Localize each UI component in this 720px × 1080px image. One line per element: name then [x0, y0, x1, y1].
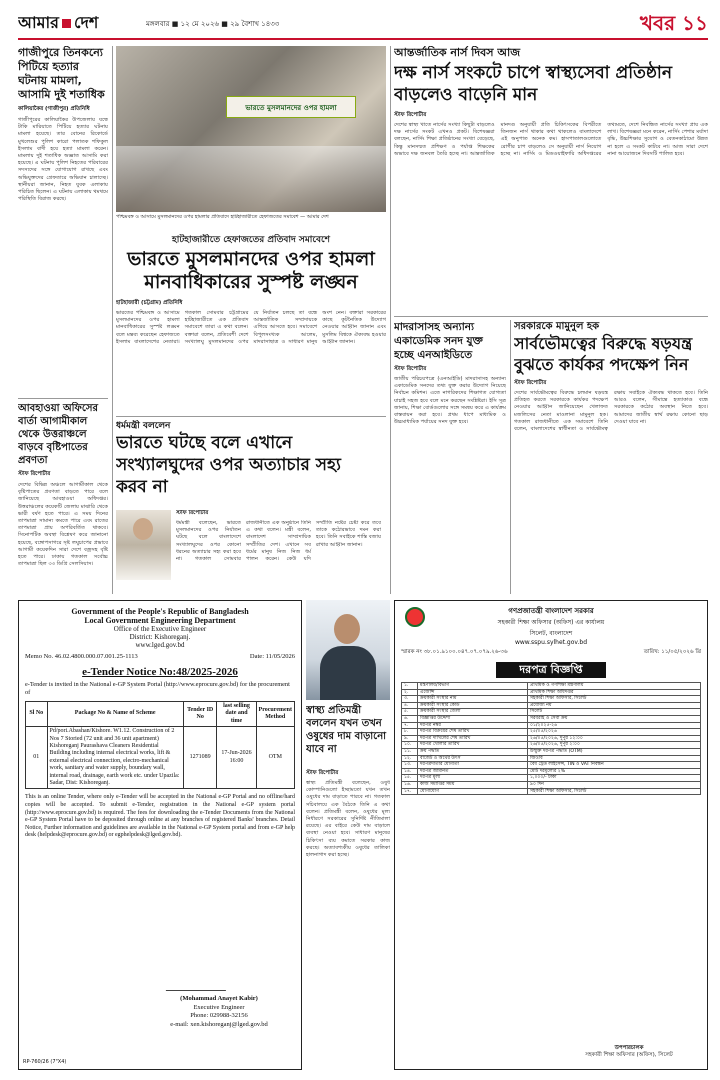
story-hefazat — [116, 234, 386, 424]
govt-emblem-icon — [405, 607, 425, 627]
cell-value: ০১/২০২৫-২৬ — [528, 722, 701, 729]
story-gazipur-body: গাজীপুরের কালিয়াকৈর উপজেলায় যত্নে টাকি মারিয়াতে পিটিয়ে হত্যার ঘটনায় মামলা হয়েছে। তার বোনের রিকোর্ডে মুখলেশুর পুলিশ কারো পলাতক শফিকুল ইসলাম বাদী হয়ে হত্যা মামলা করেন। মামলায় দুই শতাধিক অজ্ঞাত আসামি করা হয়েছে। এ ঘটনায় পুলিশ নিহতের পরিবারের সদস্যদের সঙ্গে যোগাযোগ রাখছে এবং অভিযুক্তদের গ্রেফতারে অভিযান চালাচ্ছে। স্থানীয়রা জানান, নিহত যুবক এলাকায় পরিচিত ছিলেন। এ ঘটনায় এলাকায় থমথমে পরিস্থিতি বিরাজ করছে। — [18, 117, 108, 203]
story-gazipur-headline: গাজীপুরে তিনকন্যে পিটিয়ে হত্যার ঘটনায় মামলা, আসামি দুই শতাধিক — [18, 46, 105, 101]
table-row — [402, 768, 701, 775]
cell-no: ৪. — [402, 702, 418, 709]
cell-no: ১৩. — [402, 762, 418, 769]
tender-bn-web: www.sspu.sylhet.gov.bd — [514, 639, 588, 646]
story-weather-byline: স্টাফ রিপোর্টার — [18, 471, 51, 477]
cell-no: ৬. — [402, 715, 418, 722]
lged-district: District: Kishoreganj. — [129, 633, 191, 641]
story-minority-headline: ভারতে ঘটছে বলে এখানে সংখ্যালঘুদের ওপর অত্যাচার সহ্য করব না — [116, 433, 341, 497]
tender-bn-signer-office: সহকারী শিক্ষা অফিসার (অফিস), সিলেট — [585, 1052, 673, 1058]
cell-value: বৈধ ট্রেড লাইসেন্স, TIN ও VAT নিবন্ধন — [528, 762, 701, 769]
table-row — [402, 702, 701, 709]
story-sovereignty-body: দেশের সার্বভৌমত্বের বিরুদ্ধে চলমান ষড়যন্ত্র প্রতিহত করতে সরকারকে কার্যকর পদক্ষেপ নেওয়ার আহ্বান জানিয়েছেন খেলাফত মজলিসের নেতা মাওলানা মামুনুল হক। গতকাল রাজধানীতে এক সমাবেশে তিনি বলেন, বাংলাদেশের স্বাধীনতা ও সার্বভৌমত্ব রক্ষায় সবাইকে ঐক্যবদ্ধ থাকতে হবে। তিনি আরও বলেন, সীমান্তে হত্যাকাণ্ড বন্ধে সরকারকে কঠোর অবস্থান নিতে হবে। আমাদের জাতীয় স্বার্থ রক্ষায় কোনো ছাড় দেওয়া যাবে না। — [514, 390, 708, 433]
story-drug-body: স্বাস্থ্য প্রতিমন্ত্রী বলেছেন, ওষুধ কোম্পানিগুলো ইচ্ছামতো যখন তখন ওষুধের দাম বাড়াতে পারবে না। গতকাল সচিবালয়ে এক বৈঠকে তিনি এ কথা বলেন। প্রতিমন্ত্রী বলেন, ওষুধের মূল্য নির্ধারণে সরকারের সুনির্দিষ্ট নীতিমালা রয়েছে। এর বাইরে কেউ দাম বাড়ালে ব্যবস্থা নেওয়া হবে। সাধারণ মানুষের চিকিৎসা ব্যয় কমাতে সরকার কাজ করছে। অত্যাবশ্যকীয় ওষুধের তালিকা হালনাগাদ করা হচ্ছে। — [306, 780, 390, 859]
lged-intro: e-Tender is invited in the National e-GP System Portal (http://www.eprocure.gov.bd) for the procurement of — [25, 681, 290, 696]
lged-memo-row — [19, 649, 301, 662]
main-photo-caption: পশ্চিমবঙ্গ ও আসামে মুসলমানদের ওপর হামলার প্রতিবাদে হাটহাজারীতে হেফাজতের সমাবেশ — আমার দেশ — [116, 214, 329, 220]
lged-office: Office of the Executive Engineer — [113, 625, 207, 633]
lged-tender-table — [25, 701, 295, 789]
story-sovereignty-headline: সার্বভৌমত্বের বিরুদ্ধে ষড়যন্ত্র বুঝতে কার্যকর পদক্ষেপ নিন — [514, 334, 693, 374]
lged-footer: This is an online Tender, where only e-Tender will be accepted in the National e-GP Portal and no offline/hard copies will be accepted. To submit e-Tender, registration in the National e-GP system portal (http://www.eprocure.gov.bd) is required. The fees for downloading the e-Tender Documents from the National e-GP System Portal have to be deposited through online at any branches of registered Banks' branches. Detail Notice, Further information and guidelines are available in the National e-GP System portal and from e-GP help desk (helpdesk@eprocure.gov.bd) or egphelpdesk@lged.gov.bd). — [25, 794, 295, 839]
portrait-head-icon — [334, 614, 360, 644]
cell-value: ১,০০০/- টাকা — [528, 775, 701, 782]
story-madrasa-headline: মাদরাসাসহ অন্যান্য একাডেমিক সনদ যুক্ত হচ্ছে এনআইডিতে — [394, 321, 483, 361]
table-row — [402, 709, 701, 716]
lged-gov: Government of the People's Republic of Bangladesh — [71, 607, 249, 616]
portrait-head-icon — [133, 518, 153, 540]
lged-web: www.lged.gov.bd — [135, 641, 185, 649]
story-nurse — [394, 46, 708, 314]
tender-bn-signer-block — [559, 1045, 699, 1059]
tender-bn-memo-row — [395, 646, 707, 660]
cell-no: ৫. — [402, 709, 418, 716]
cell-no: ১৫. — [402, 775, 418, 782]
table-row — [402, 788, 701, 795]
table-row — [402, 748, 701, 755]
story-gazipur — [18, 46, 108, 396]
main-photo — [116, 46, 386, 212]
story-minority-byline: স্টাফ রিপোর্টার — [176, 510, 209, 516]
table-row — [402, 735, 701, 742]
divider — [116, 416, 386, 417]
cell-label: দরপত্র নম্বর — [418, 722, 528, 729]
col-sl: Sl No — [26, 702, 48, 727]
table-row — [402, 696, 701, 703]
table-row — [402, 715, 701, 722]
date-line: মঙ্গলবার ■ ১২ মে ২০২৬ ■ ২৯ বৈশাখ ১৪৩৩ — [146, 20, 280, 28]
row-tender-id: 1271089 — [183, 727, 217, 789]
cell-label: ক্রয়কারী সংস্থার জেলা — [418, 709, 528, 716]
table-row — [402, 729, 701, 736]
story-hefazat-byline: হাটহাজারী (চট্টগ্রাম) প্রতিনিধি — [116, 300, 183, 306]
lged-notice-title: e-Tender Notice No:48/2025-2026 — [82, 666, 238, 678]
photo-banner-text: ভারতে মুসলমানদের ওপর হামলা — [245, 104, 337, 112]
portrait-body-icon — [320, 646, 376, 700]
cell-value: প্রাথমিক ও গণশিক্ষা মন্ত্রণালয় — [528, 683, 701, 690]
signature-icon — [166, 973, 233, 991]
cell-label: দরপত্র দাখিলের শেষ তারিখ — [418, 735, 528, 742]
cell-label: বিজ্ঞপ্তির উদ্দেশ্য — [418, 715, 528, 722]
column-divider — [510, 320, 511, 594]
story-weather-body: দেশের বিভিন্ন অঞ্চলে আগামীকাল থেকে বৃষ্টিপাতের প্রবণতা বাড়তে পারে বলে জানিয়েছে আবহাওয়া অধিদপ্তর। উত্তরাঞ্চলের কয়েকটি জেলায় মাঝারি থেকে ভারী বর্ষণ হতে পারে। এ সময় দিনের তাপমাত্রা সামান্য কমতে পারে এবং রাতের তাপমাত্রা প্রায় অপরিবর্তিত থাকবে। সিনোপটিক অবস্থা বিশ্লেষণ করে জানানো হয়েছে, বঙ্গোপসাগরে সৃষ্ট লঘুচাপের প্রভাবে আগামী কয়েকদিন সারা দেশে বজ্রসহ বৃষ্টি হতে পারে। ঢাকায় গতকাল সর্বোচ্চ তাপমাত্রা ছিল ৩৩ ডিগ্রি সেলসিয়াস। — [18, 482, 108, 568]
tender-bn-table — [401, 682, 701, 795]
lged-phone: Phone: 029988-32156 — [190, 1012, 248, 1019]
row-method: OTM — [256, 727, 294, 789]
col-last-date: last selling date and time — [217, 702, 256, 727]
table-row — [402, 781, 701, 788]
cell-label: যোগাযোগ — [418, 788, 528, 795]
tender-bn-address: সিলেট, বাংলাদেশ — [529, 630, 573, 637]
lged-email: e-mail: xen.kishoreganj@lged.gov.bd — [170, 1020, 268, 1028]
story-hefazat-body: ভারতের পশ্চিমবঙ্গ ও আসামে মুসলমানদের ওপর হামলা মানবাধিকারের সুস্পষ্ট লঙ্ঘন বলে মন্তব্য করেছেন হেফাজতে ইসলাম বাংলাদেশের নেতারা। গতকাল সোমবার চট্টগ্রামের হাটহাজারীতে এক প্রতিবাদ সমাবেশে তারা এ কথা বলেন। বক্তারা বলেন, প্রতিবেশী দেশে সংখ্যালঘু মুসলমানদের ওপর যে নির্যাতন চলছে তা বন্ধে আন্তর্জাতিক সম্প্রদায়কে এগিয়ে আসতে হবে। সমাবেশে বিপুলসংখ্যক আলেম, মাদরাসাছাত্র ও সাধারণ মানুষ অংশ নেন। বক্তারা সরকারের কাছে কূটনৈতিক উদ্যোগ নেওয়ার আহ্বান জানান এবং মুসলিম বিশ্বকে ঐক্যবদ্ধ হওয়ার আহ্বান জানান। — [116, 310, 386, 345]
col-package: Package No & Name of Scheme — [47, 702, 183, 727]
story-nurse-byline: স্টাফ রিপোর্টার — [394, 112, 427, 118]
story-nurse-headline: দক্ষ নার্স সংকটে চাপে স্বাস্থ্যসেবা প্রতিষ্ঠান বাড়লেও বাড়েনি মান — [394, 63, 672, 105]
cell-no: ৮. — [402, 729, 418, 736]
story-madrasa — [394, 320, 506, 590]
column-divider — [390, 46, 391, 594]
cell-label: কাজ সমাপ্তির সময় — [418, 781, 528, 788]
story-gazipur-byline: কালিয়াকৈর (গাজীপুর) প্রতিনিধি — [18, 106, 90, 112]
cell-no: ১০. — [402, 742, 418, 749]
photo-banner — [226, 96, 356, 118]
cell-label: এজেন্সি — [418, 689, 528, 696]
cell-label: দরপত্র খোলার তারিখ — [418, 742, 528, 749]
cell-no: ১৬. — [402, 781, 418, 788]
tender-bn-date: তারিখ: ১১/০৫/২০২৬ খ্রি — [643, 649, 701, 655]
row-date: 17-Jun-2026 16:00 — [217, 727, 256, 789]
tender-bn-memo: স্মারক নং ৩৮.০১.৯১০০.০৪৭.০৭.০৭৯.২৬-৩৬ — [401, 649, 508, 655]
tender-bn-office: সহকারী শিক্ষা অফিসার (অফিস) এর কার্যালয় — [497, 619, 605, 626]
cell-label: দরপত্র বিক্রয়ের শেষ তারিখ — [418, 729, 528, 736]
cell-no: ৩. — [402, 696, 418, 703]
cell-label: ক্রয়কারী সংস্থার কোড — [418, 702, 528, 709]
cell-label: ক্রয় পদ্ধতি — [418, 748, 528, 755]
cell-no: ৯. — [402, 735, 418, 742]
cell-value: সহকারী শিক্ষা অফিসার, সিলেট — [528, 696, 701, 703]
story-sovereignty-byline: স্টাফ রিপোর্টার — [514, 380, 547, 386]
lged-signer-block — [139, 995, 299, 1055]
story-sovereignty — [514, 320, 708, 594]
cell-label: ক্রয়কারী সংস্থার নাম — [418, 696, 528, 703]
story-sovereignty-kicker: সরকারকে মামুনুল হক — [514, 321, 600, 332]
story-drug — [306, 600, 390, 1070]
cell-label: মন্ত্রণালয়/বিভাগ — [418, 683, 528, 690]
lged-tender-ad — [18, 600, 302, 1070]
cell-label: দরপত্র জামানত — [418, 768, 528, 775]
cell-no: ১৪. — [402, 768, 418, 775]
table-row — [402, 722, 701, 729]
section-title: খবর ১১ — [639, 11, 708, 35]
table-row — [402, 742, 701, 749]
cell-value: প্রযোজ্য নয় — [528, 702, 701, 709]
cell-value: সহকারী শিক্ষা অফিসার, সিলেট — [528, 788, 701, 795]
row-package: Pd/pori.Abashan/Kishore. W1.12. Construction of 2 Nos 7 Storied (72 unit and 36 unit apartment) Kishoreganj Paurashava Cleaners Residential Building including internal electrical works, lift & external electrical connection, electro-mechanical work, sanitary and water supply, boundary wall, internal road, drainage, earth work etc. under Upazila: Sadar, Dist: Kishoreganj. — [47, 727, 183, 789]
logo-box-icon — [62, 19, 71, 28]
minister-portrait — [116, 510, 171, 580]
story-minority-kicker: ধর্মমন্ত্রী বললেন — [116, 421, 171, 431]
cell-value: মোট দরমূল্যের ২% — [528, 768, 701, 775]
cell-value: সরবরাহ ও সেবা ক্রয় — [528, 715, 701, 722]
story-minority-body: ধর্মমন্ত্রী বলেছেন, ভারতে মুসলমানদের ওপর নির্যাতন ঘটছে বলে বাংলাদেশে সংখ্যালঘুদের ওপর কোনো ধরনের অত্যাচার সহ্য করা হবে না। গতকাল সোমবার রাজধানীতে এক অনুষ্ঠানে তিনি এ কথা বলেন। মন্ত্রী বলেন, বাংলাদেশ সাম্প্রদায়িক সম্প্রীতির দেশ। এখানে সব ধর্মের মানুষ নিজ নিজ ধর্ম পালন করেন। কেউ যদি সম্প্রীতি নষ্টের চেষ্টা করে তবে তাকে কঠোরভাবে দমন করা হবে। তিনি সবাইকে শান্তি বজায় রাখার আহ্বান জানান। — [176, 520, 381, 563]
cell-no: ১. — [402, 683, 418, 690]
cell-value: ২৬/০৫/২০২৬, দুপুর ২:০০ — [528, 742, 701, 749]
cell-value: প্রাথমিক শিক্ষা অধিদপ্তর — [528, 689, 701, 696]
table-row — [402, 775, 701, 782]
story-weather — [18, 402, 108, 592]
table-header-row — [26, 702, 295, 727]
divider — [394, 316, 708, 317]
lged-memo: Memo No. 46.02.4800.000.07.001.25-1113 — [25, 653, 138, 660]
lged-signer-name: (Mohammad Anayet Kabir) — [180, 995, 258, 1002]
column-divider — [112, 46, 113, 594]
story-hefazat-kicker: হাটহাজারীতে হেফাজতের প্রতিবাদ সমাবেশে — [172, 235, 330, 245]
tender-bn-gov: গণপ্রজাতন্ত্রী বাংলাদেশ সরকার — [508, 607, 594, 615]
masthead — [18, 10, 708, 36]
lged-code: RP-760/26 (7"X4) — [23, 1059, 67, 1065]
table-row — [402, 755, 701, 762]
lged-date: Date: 11/05/2026 — [249, 653, 295, 660]
state-minister-portrait — [306, 600, 390, 700]
paper-name-a: আমার — [18, 13, 59, 32]
paper-logo — [18, 13, 138, 33]
cell-no: ১৭. — [402, 788, 418, 795]
table-row — [402, 689, 701, 696]
story-weather-headline: আবহাওয়া অফিসের বার্তা আগামীকাল থেকে উত্তরাঞ্চলে বাড়বে বৃষ্টিপাতের প্রবণতা — [18, 403, 98, 466]
cell-no: ১১. — [402, 748, 418, 755]
table-row — [402, 762, 701, 769]
cell-label: দরপত্র মূল্য — [418, 775, 528, 782]
cell-value: জিওবি — [528, 755, 701, 762]
masthead-rule — [18, 38, 708, 40]
cell-no: ৭. — [402, 722, 418, 729]
cell-value: সিলেট — [528, 709, 701, 716]
story-madrasa-byline: স্টাফ রিপোর্টার — [394, 366, 427, 372]
divider — [18, 398, 108, 399]
story-drug-headline: স্বাস্থ্য প্রতিমন্ত্রী বললেন যখন তখন ওষুধের দাম বাড়ানো যাবে না — [306, 705, 387, 755]
tender-bn-signer: উপপরিচালক — [614, 1045, 644, 1051]
story-nurse-kicker: আন্তর্জাতিক নার্স দিবস আজ — [394, 46, 521, 59]
lged-dept: Local Government Engineering Department — [84, 616, 236, 625]
table-row — [26, 727, 295, 789]
paper-name-b: দেশ — [74, 13, 99, 32]
story-madrasa-body: জাতীয় পরিচয়পত্রে (এনআইডি) মাদরাসাসহ অন্যান্য একাডেমিক সনদের তথ্য যুক্ত করার উদ্যোগ নিয়েছে নির্বাচন কমিশন। এতে নাগরিকদের শিক্ষাগত যোগ্যতা যাচাই সহজ হবে বলে মনে করছেন সংশ্লিষ্টরা। ইসি সূত্র জানায়, শিক্ষা বোর্ডগুলোর সঙ্গে সমন্বয় করে এ কার্যক্রম বাস্তবায়ন করা হবে। প্রথম ধাপে মাধ্যমিক ও উচ্চমাধ্যমিক পর্যায়ের সনদ যুক্ত হবে। — [394, 376, 506, 426]
story-minority — [116, 420, 386, 600]
cell-label: দরপত্রদাতার যোগ্যতা — [418, 762, 528, 769]
col-method: Procurement Method — [256, 702, 294, 727]
story-nurse-body: দেশের স্বাস্থ্য খাতে নার্সের সংখ্যা কিছুটা বাড়লেও দক্ষ নার্সের সংকট এখনও প্রকট। বিশেষজ্ঞরা বলছেন, নার্সিং শিক্ষা প্রতিষ্ঠানের সংখ্যা বেড়েছে, কিন্তু মানসম্মত প্রশিক্ষণ ও পর্যাপ্ত শিক্ষকের অভাবে দক্ষ জনবল তৈরি হচ্ছে না। আন্তর্জাতিক মানদণ্ড অনুযায়ী প্রতি চিকিৎসকের বিপরীতে তিনজন নার্স থাকার কথা থাকলেও বাংলাদেশে এই অনুপাত অনেক কম। হাসপাতালগুলোতে রোগীর চাপ বাড়লেও সে অনুযায়ী নার্স নিয়োগ হচ্ছে না। নার্সিং ও মিডওয়াইফারি অধিদপ্তরের তথ্যমতে, দেশে নিবন্ধিত নার্সের সংখ্যা প্রায় এক লাখ। বিশেষজ্ঞরা মনে করেন, নার্সিং পেশার মর্যাদা বৃদ্ধি, উচ্চশিক্ষার সুযোগ ও বেতনকাঠামো উন্নত না হলে এ সংকট কাটবে না। আজ সারা দেশে নানা আয়োজনে দিবসটি পালিত হবে। — [394, 122, 708, 157]
story-hefazat-headline: ভারতে মুসলমানদের ওপর হামলা মানবাধিকারের সুস্পষ্ট লঙ্ঘন — [127, 248, 375, 293]
cell-label: বাজেট ও অর্থের উৎস — [418, 755, 528, 762]
table-row — [402, 683, 701, 690]
lged-signer-title: Executive Engineer — [193, 1003, 245, 1011]
crowd-shape — [116, 146, 386, 212]
story-drug-byline: স্টাফ রিপোর্টার — [306, 770, 339, 776]
cell-no: ২. — [402, 689, 418, 696]
cell-value: ২৫/০৫/২০২৬ — [528, 729, 701, 736]
cell-value: ২৬/০৫/২০২৬, দুপুর ১২:০০ — [528, 735, 701, 742]
bangla-tender-ad — [394, 600, 708, 1070]
tender-bn-title: দরপত্র বিজ্ঞপ্তি — [496, 662, 606, 678]
cell-value: ৯০ দিন — [528, 781, 701, 788]
cell-value: উন্মুক্ত দরপত্র পদ্ধতি (OTM) — [528, 748, 701, 755]
cell-no: ১২. — [402, 755, 418, 762]
row-sl: 01 — [26, 727, 48, 789]
col-tender-id: Tender ID No — [183, 702, 217, 727]
